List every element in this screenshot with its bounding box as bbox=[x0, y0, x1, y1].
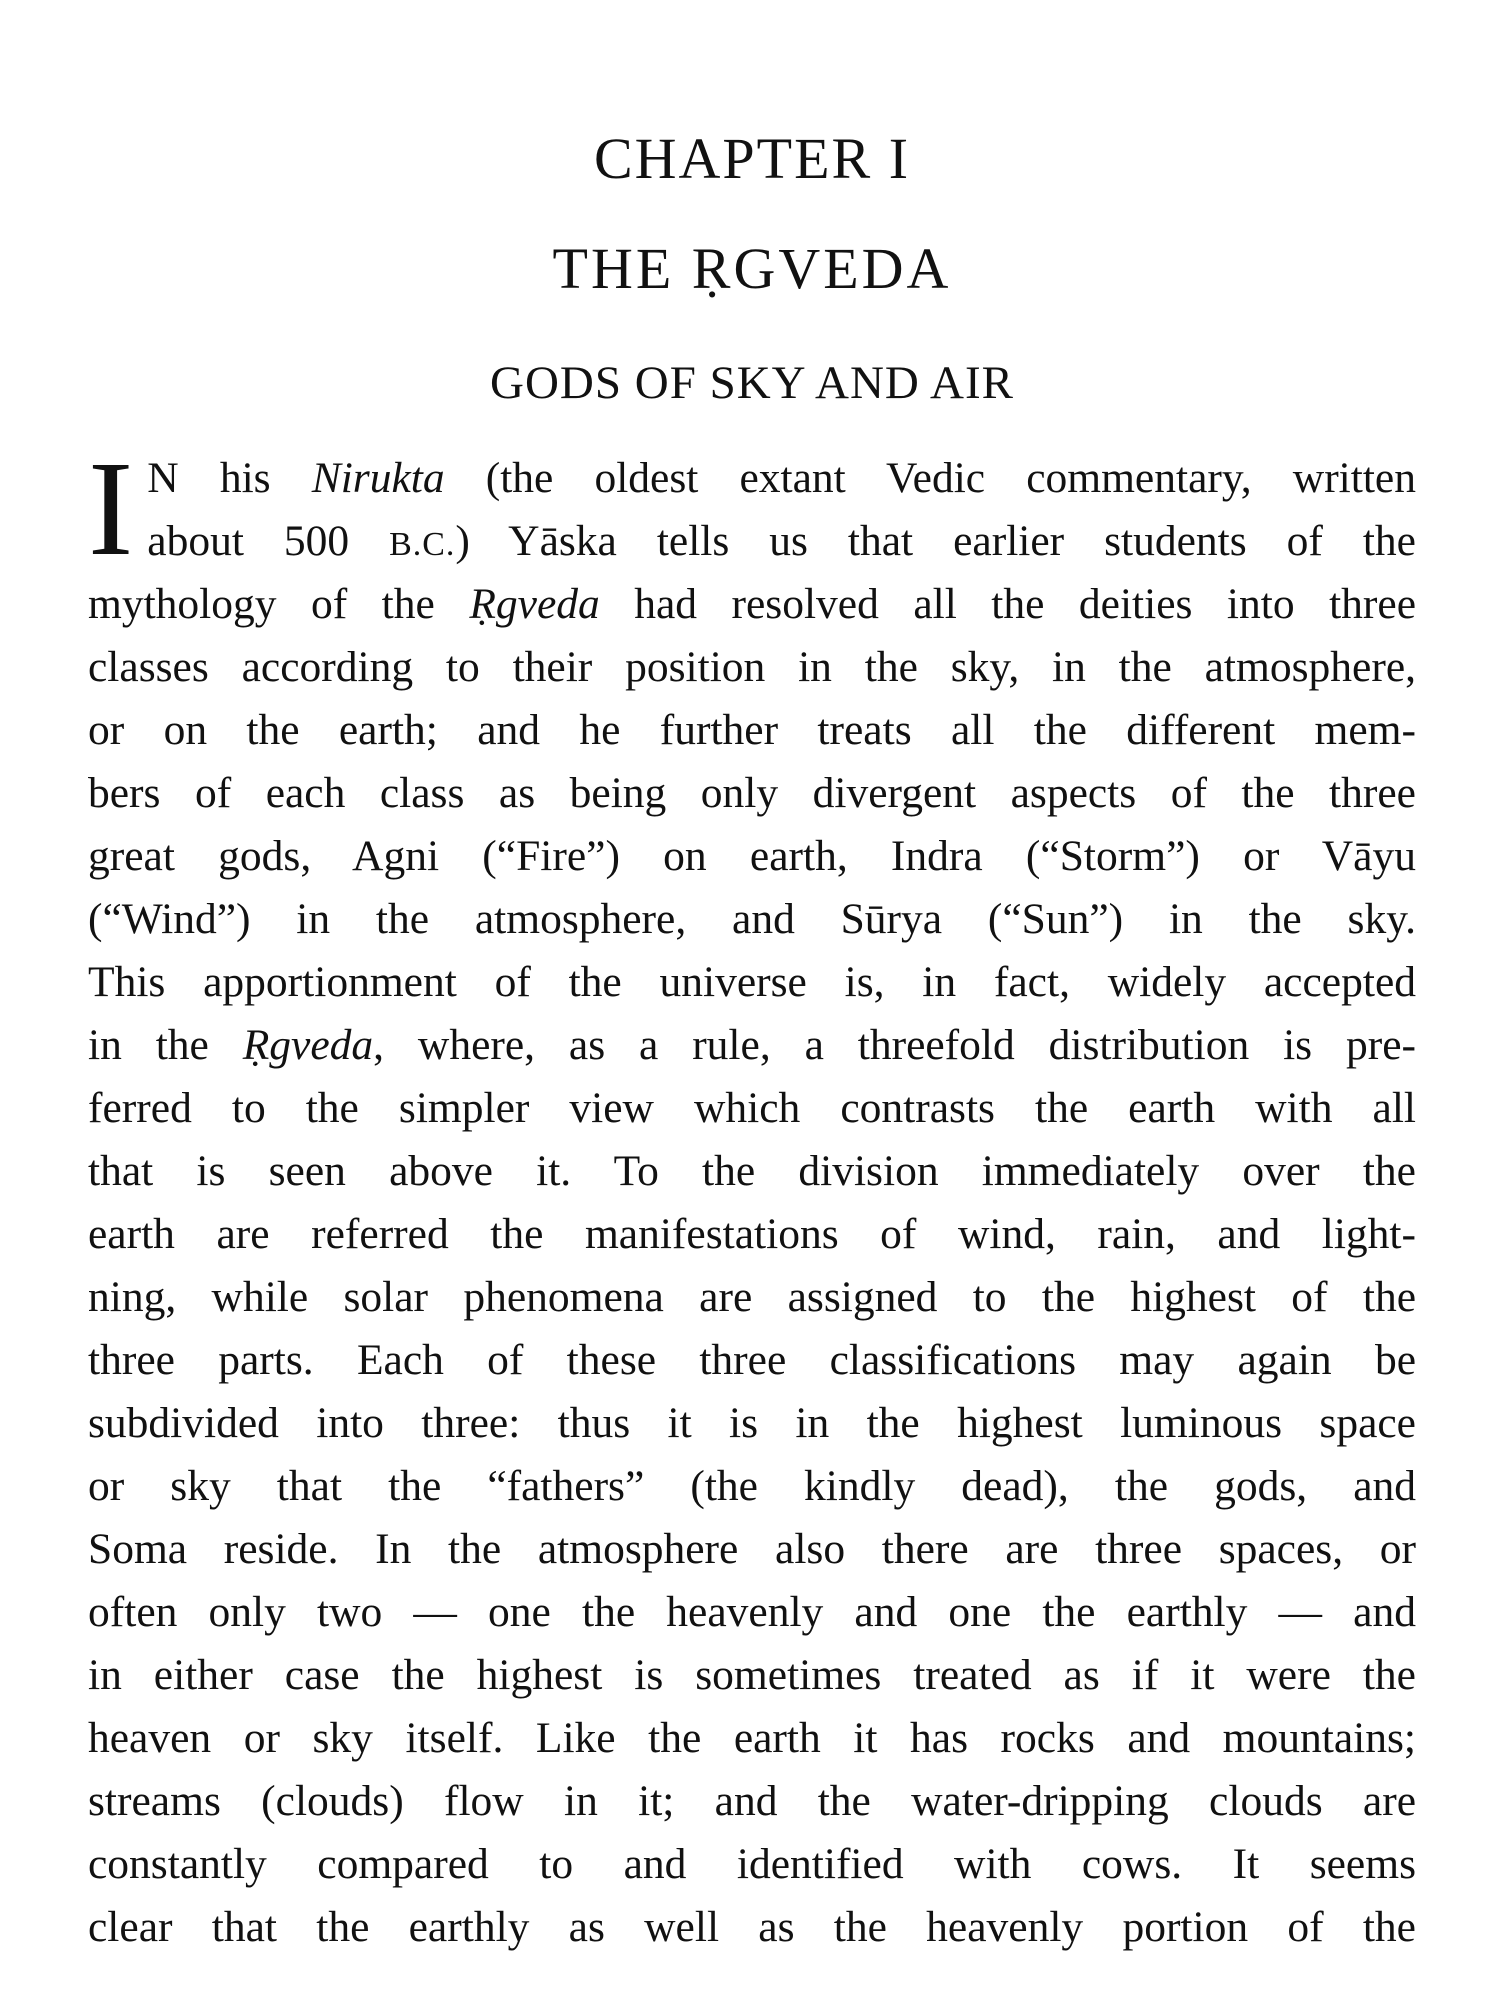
drop-cap: I bbox=[88, 447, 134, 573]
text-line: in either case the highest is sometimes treated as if it were the bbox=[88, 1651, 1416, 1699]
italic-title: Ṛgveda bbox=[469, 580, 600, 628]
text-run: N his bbox=[147, 454, 312, 502]
text-line: streams (clouds) flow in it; and the water-dripping clouds are bbox=[88, 1777, 1416, 1825]
section-title: GODS OF SKY AND AIR bbox=[490, 357, 1014, 409]
text-run: ) Yāska tells us that earlier students of the bbox=[455, 517, 1416, 565]
chapter-number: CHAPTER I bbox=[593, 126, 911, 191]
text-run: , where, as a rule, a threefold distribution is pre- bbox=[373, 1021, 1416, 1069]
text-line: ning, while solar phenomena are assigned to the highest of the bbox=[88, 1273, 1416, 1321]
text-line: (“Wind”) in the atmosphere, and Sūrya (“Sun”) in the sky. bbox=[88, 895, 1416, 943]
text-line bbox=[88, 447, 1416, 510]
text-run: (the oldest extant Vedic commentary, written bbox=[444, 454, 1416, 502]
book-page bbox=[88, 110, 1416, 1959]
text-run: about 500 bbox=[147, 517, 390, 565]
chapter-title: THE ṚGVEDA bbox=[552, 236, 952, 301]
text-line: earth are referred the manifestations of wind, rain, and light- bbox=[88, 1210, 1416, 1258]
text-line: great gods, Agni (“Fire”) on earth, Indra (“Storm”) or Vāyu bbox=[88, 832, 1416, 880]
text-line: often only two — one the heavenly and one the earthly — and bbox=[88, 1588, 1416, 1636]
text-run: mythology of the bbox=[88, 580, 470, 628]
text-line: ferred to the simpler view which contrasts the earth with all bbox=[88, 1084, 1416, 1132]
text-line bbox=[88, 573, 1416, 636]
text-run: in the bbox=[88, 1021, 243, 1069]
text-line: or sky that the “fathers” (the kindly dead), the gods, and bbox=[88, 1462, 1416, 1510]
text-line: clear that the earthly as well as the heavenly portion of the bbox=[88, 1903, 1416, 1951]
opening-lines bbox=[88, 447, 1416, 573]
text-line bbox=[88, 1014, 1416, 1077]
text-line: that is seen above it. To the division immediately over the bbox=[88, 1147, 1416, 1195]
body-paragraph bbox=[88, 447, 1416, 1959]
italic-title: Ṛgveda bbox=[242, 1021, 374, 1069]
small-caps-era: B.C. bbox=[389, 526, 456, 563]
text-line: Soma reside. In the atmosphere also there are three spaces, or bbox=[88, 1525, 1416, 1573]
text-line: constantly compared to and identified with cows. It seems bbox=[88, 1840, 1416, 1888]
text-line: subdivided into three: thus it is in the highest luminous space bbox=[88, 1399, 1416, 1447]
text-line: classes according to their position in the sky, in the atmosphere, bbox=[88, 643, 1416, 691]
text-line: This apportionment of the universe is, in fact, widely accepted bbox=[88, 958, 1416, 1006]
text-line: bers of each class as being only divergent aspects of the three bbox=[88, 769, 1416, 817]
italic-title: Nirukta bbox=[311, 454, 445, 502]
text-line: three parts. Each of these three classifications may again be bbox=[88, 1336, 1416, 1384]
text-line: heaven or sky itself. Like the earth it has rocks and mountains; bbox=[88, 1714, 1416, 1762]
text-run: had resolved all the deities into three bbox=[599, 580, 1417, 628]
text-line bbox=[88, 510, 1416, 573]
text-line: or on the earth; and he further treats all the different mem- bbox=[88, 706, 1416, 754]
